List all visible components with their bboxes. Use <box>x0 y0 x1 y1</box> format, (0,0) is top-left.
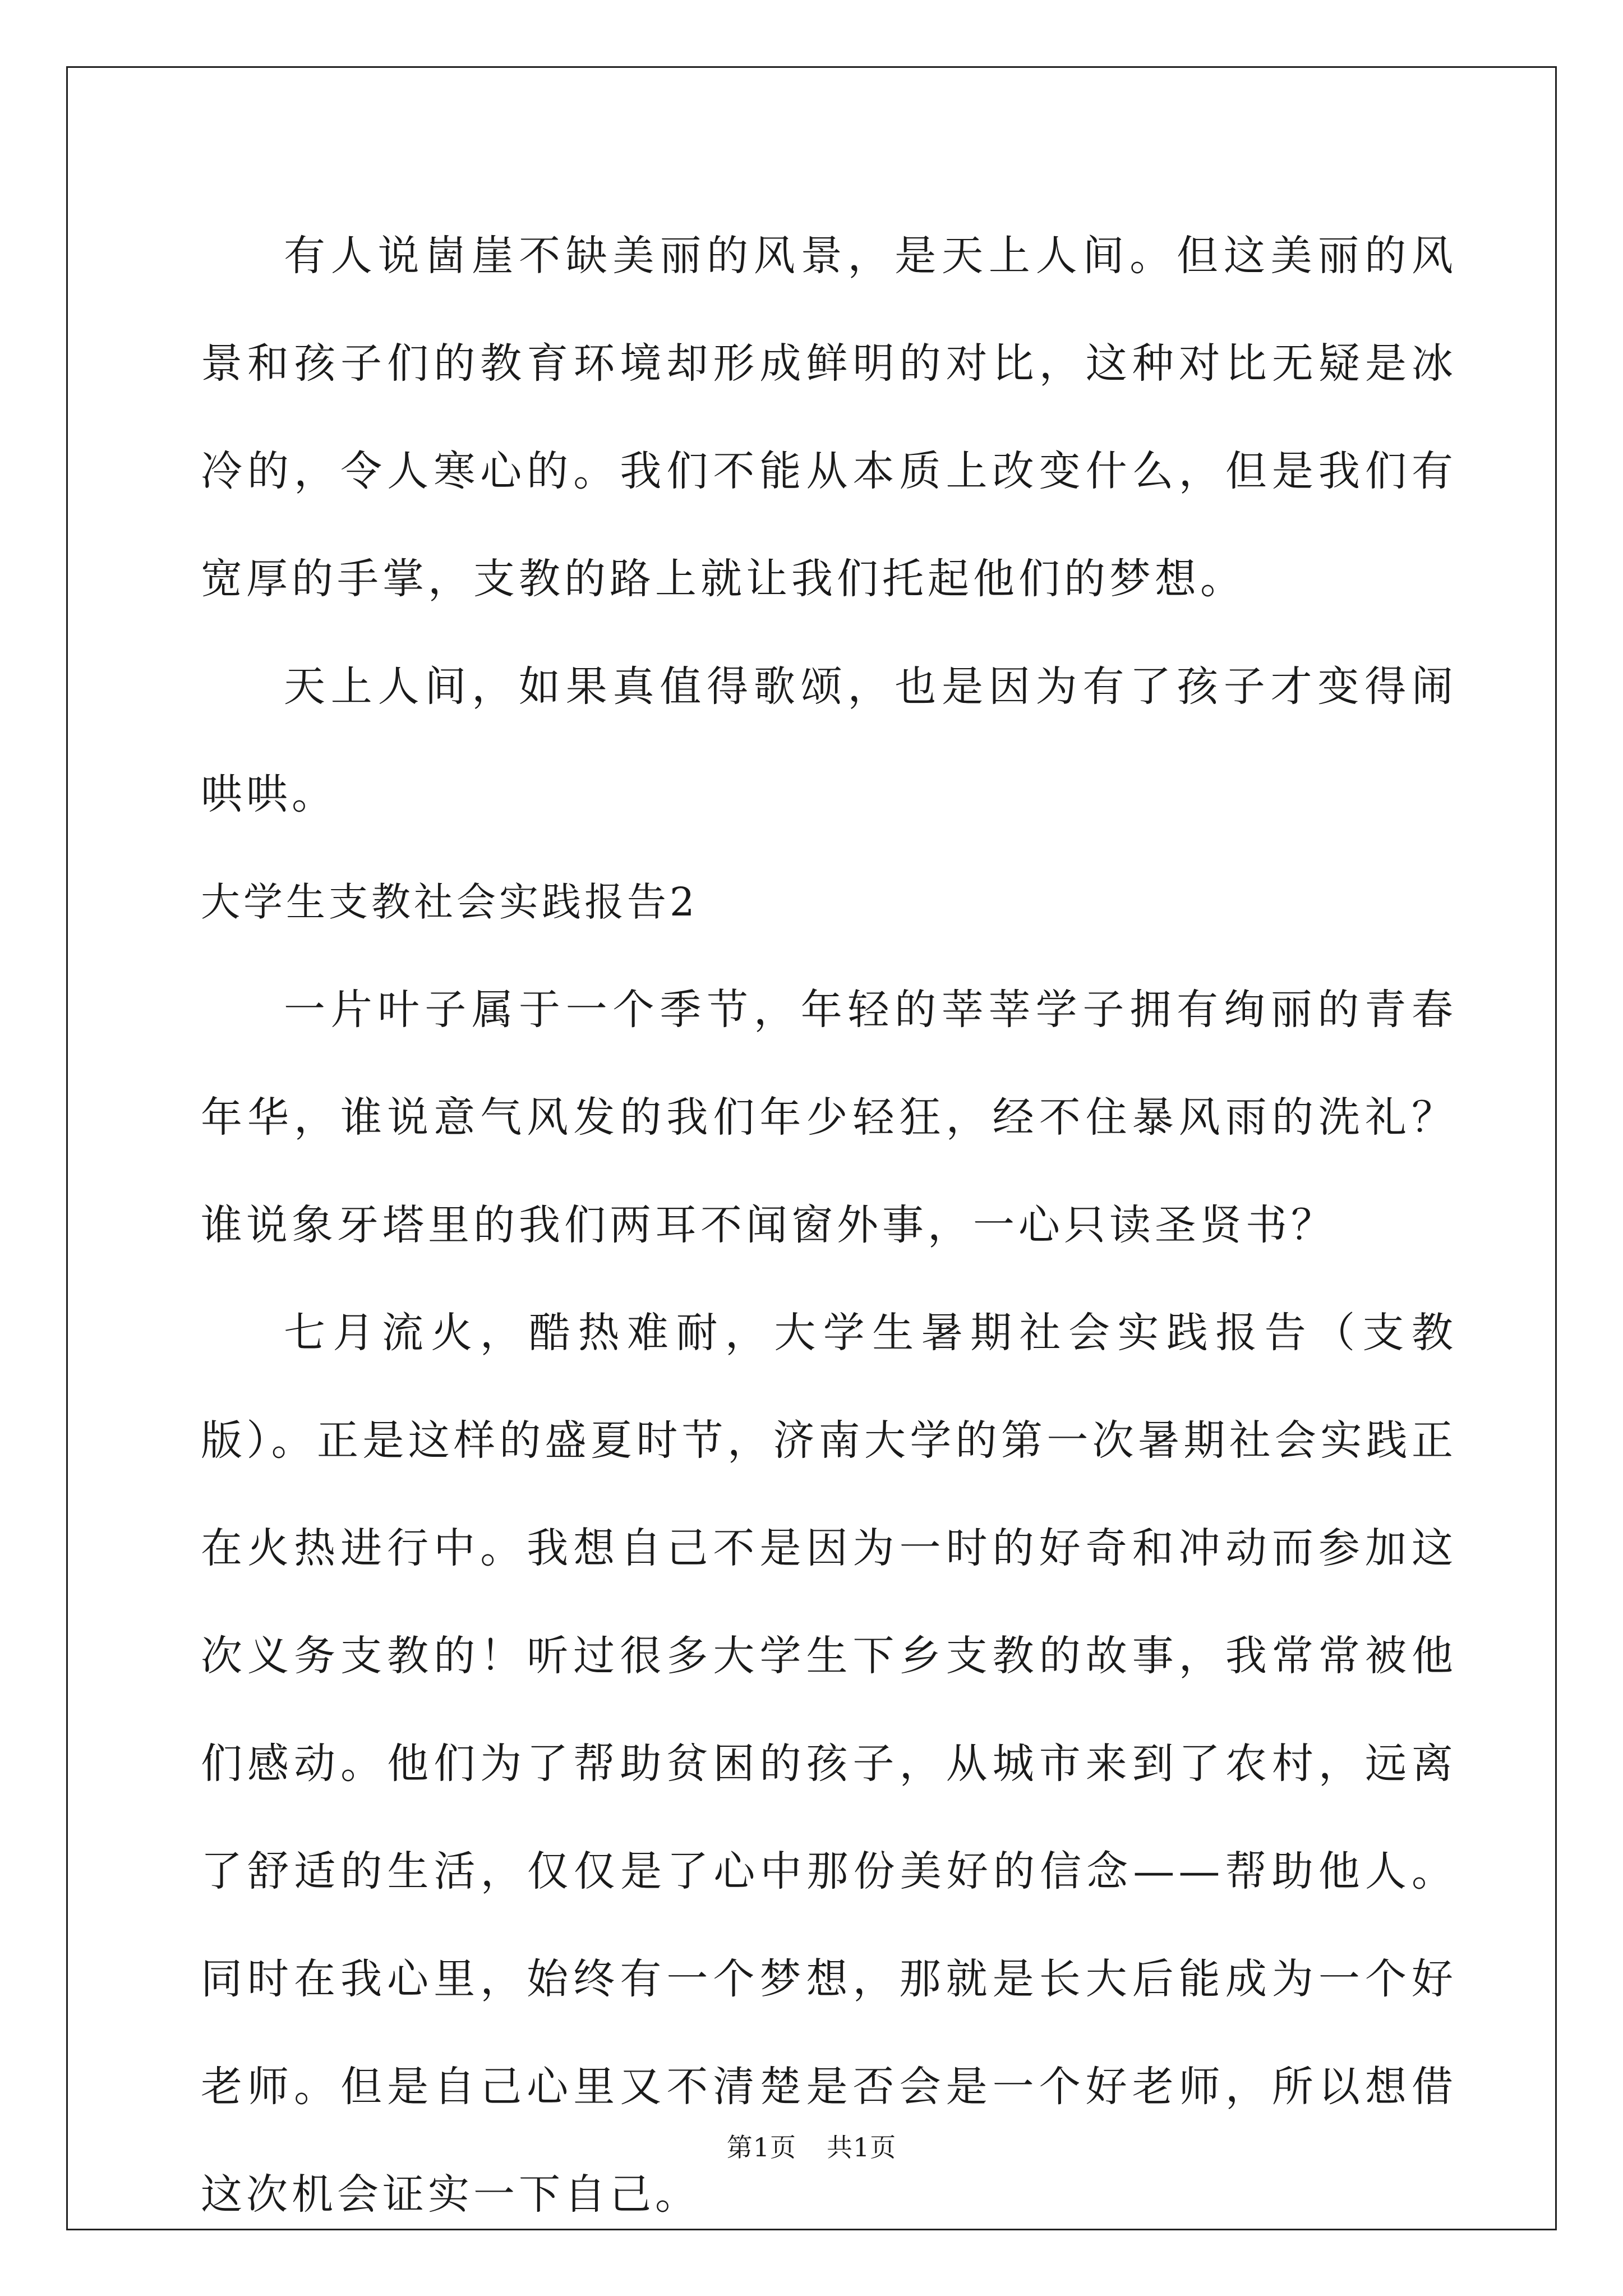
page-number-total: 共1页 <box>827 2132 897 2162</box>
paragraph-scenery: 有人说崮崖不缺美丽的风景，是天上人间。但这美丽的风景和孩子们的教育环境却形成鲜明的对比，这种对比无疑是冰冷的，令人寒心的。我们不能从本质上改变什么，但是我们有宽厚的手掌，支教的路上就让我们托起他们的梦想。 <box>201 232 1457 603</box>
paragraph-heaven: 天上人间，如果真值得歌颂，也是因为有了孩子才变得闹哄哄。 <box>201 662 1457 818</box>
page-number-current: 第1页 <box>726 2132 796 2162</box>
document-body <box>201 202 1457 2248</box>
paragraph-leaf: 一片叶子属于一个季节，年轻的莘莘学子拥有绚丽的青春年华，谁说意气风发的我们年少轻狂，经不住暴风雨的洗礼？谁说象牙塔里的我们两耳不闻窗外事，一心只读圣贤书？ <box>201 986 1457 1249</box>
paragraph-july: 七月流火，酷热难耐，大学生暑期社会实践报告（支教版）。正是这样的盛夏时节，济南大学的第一次暑期社会实践正在火热进行中。我想自己不是因为一时的好奇和冲动而参加这次义务支教的！听过很多大学生下乡支教的故事，我常常被他们感动。他们为了帮助贫困的孩子，从城市来到了农村，远离了舒适的生活，仅仅是了心中那份美好的信念——帮助他人。同时在我心里，始终有一个梦想，那就是长大后能成为一个好老师。但是自己心里又不清楚是否会是一个好老师，所以想借这次机会证实一下自己。 <box>201 1309 1457 2219</box>
page-footer <box>0 2131 1623 2164</box>
section-heading: 大学生支教社会实践报告2 <box>201 879 698 925</box>
